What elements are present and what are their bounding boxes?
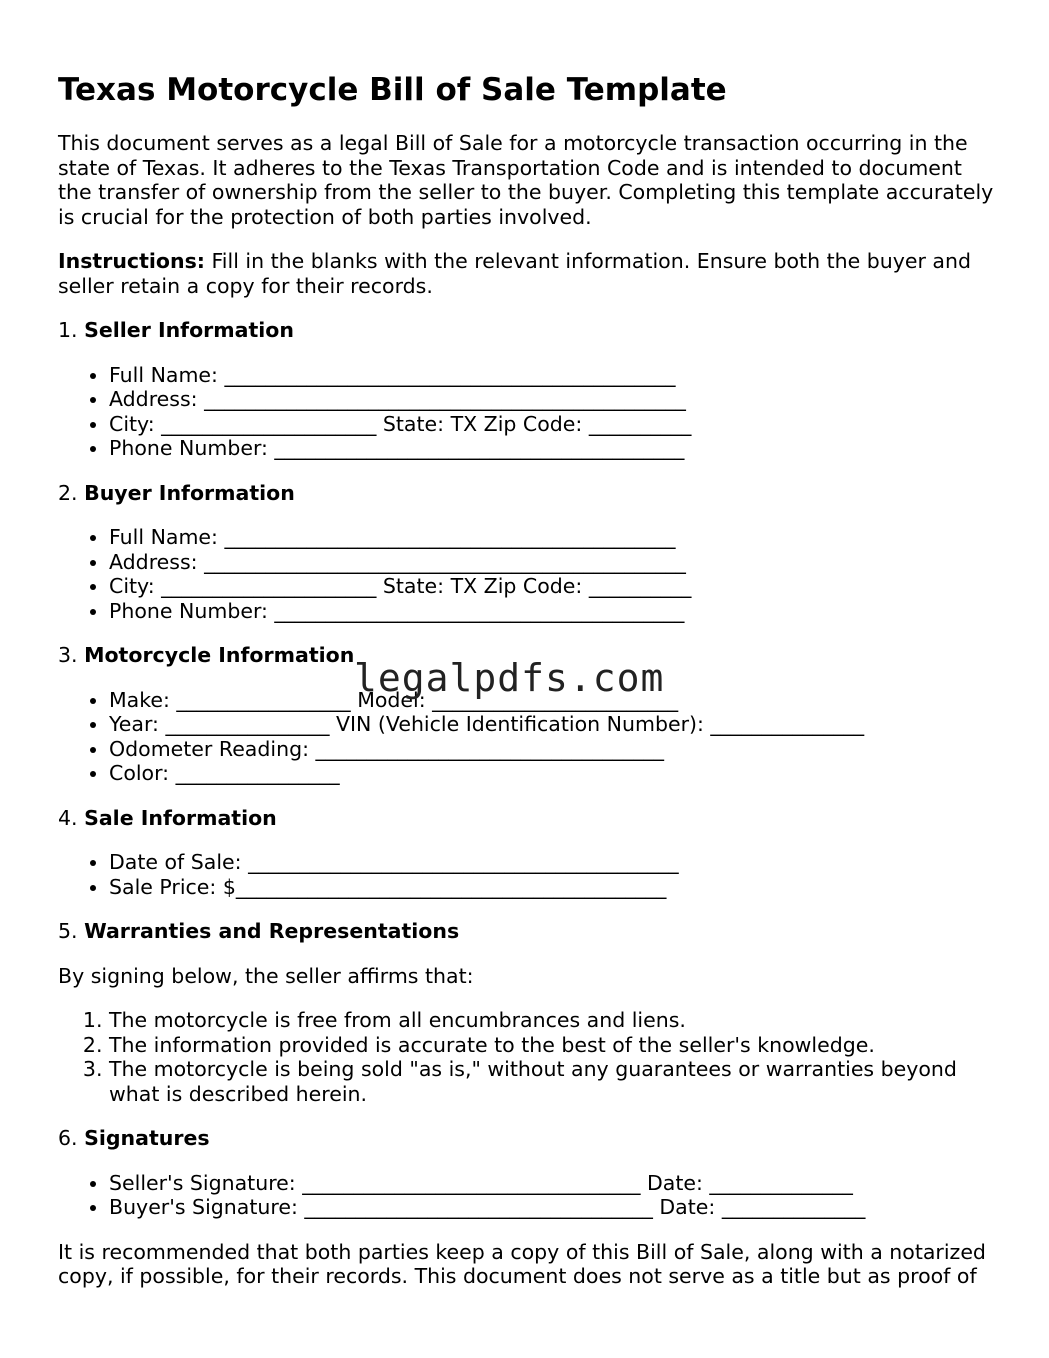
instructions-text: Fill in the blanks with the relevant information. Ensure both the buyer and seller retain a copy for their records. [58,249,972,298]
section-number: 1. [58,318,85,342]
watermark-text: legalpdfs.com [354,656,665,700]
sale-price-field[interactable]: • Sale Price: $__________________________________________ [109,875,998,900]
warranty-item: 1. The motorcycle is free from all encumbrances and liens. [109,1008,998,1033]
intro-paragraph: This document serves as a legal Bill of Sale for a motorcycle transaction occurring in the state of Texas. It adheres to the Texas Transportation Code and is intended to document the transfer of ownership from the seller to the buyer. Completing this template accurately is crucial for the protection of both parties involved. [58,131,994,229]
section-title: Signatures [84,1126,210,1150]
section-title: Warranties and Representations [84,919,460,943]
section-number: 5. [58,919,85,943]
section-number: 2. [58,480,85,505]
section-number: 3. [58,643,85,667]
buyer-heading [58,481,998,506]
buyer-full-name-field[interactable]: • Full Name: ____________________________________________ [109,525,998,550]
document-title: Texas Motorcycle Bill of Sale Template [58,72,727,108]
warranty-item: 3. The motorcycle is being sold "as is," without any guarantees or warranties beyond what is described herein. [109,1057,998,1106]
odometer-field[interactable]: • Odometer Reading: __________________________________ [109,737,998,762]
buyer-fields [58,525,998,623]
warranties-list [58,1008,998,1106]
seller-address-field[interactable]: • Address: _______________________________________________ [109,387,998,412]
signatures-heading [58,1126,998,1151]
signature-fields [58,1171,998,1220]
closing-paragraph: It is recommended that both parties keep a copy of this Bill of Sale, along with a notarized copy, if possible, for their records. This document does not serve as a title but as proof of [58,1239,986,1288]
seller-phone-field[interactable]: • Phone Number: ________________________________________ [109,436,998,461]
seller-city-state-zip-field[interactable]: • City: _____________________ State: TX Zip Code: __________ [109,412,998,437]
section-title: Motorcycle Information [84,643,355,667]
buyer-city-state-zip-field[interactable]: • City: _____________________ State: TX Zip Code: __________ [109,574,998,599]
sale-heading [58,806,998,831]
warranty-item: 2. The information provided is accurate to the best of the seller's knowledge. [109,1033,998,1058]
section-title: Sale Information [84,805,277,830]
section-title: Buyer Information [84,480,295,505]
seller-signature-field[interactable]: • Seller's Signature: _________________________________ Date: ______________ [109,1171,998,1196]
seller-heading [58,318,998,343]
date-of-sale-field[interactable]: • Date of Sale: __________________________________________ [109,850,998,875]
section-number: 4. [58,805,85,830]
warranties-lead: By signing below, the seller affirms that: [58,963,474,988]
buyer-signature-field[interactable]: • Buyer's Signature: __________________________________ Date: ______________ [109,1195,998,1220]
year-vin-field[interactable]: • Year: ________________ VIN (Vehicle Identification Number): _______________ [109,712,998,737]
instructions-paragraph [58,249,998,298]
make-model-field[interactable]: • Make: _________________ Model: ________________________ [109,688,998,713]
seller-fields [58,363,998,461]
buyer-address-field[interactable]: • Address: _______________________________________________ [109,550,998,575]
motorcycle-fields [58,688,998,786]
buyer-phone-field[interactable]: • Phone Number: ________________________________________ [109,599,998,624]
section-title: Seller Information [84,318,294,342]
sale-fields [58,850,998,899]
instructions-label: Instructions: [58,249,205,273]
color-field[interactable]: • Color: ________________ [109,761,998,786]
section-number: 6. [58,1126,85,1150]
seller-full-name-field[interactable]: • Full Name: ____________________________________________ [109,363,998,388]
warranties-heading [58,919,998,944]
